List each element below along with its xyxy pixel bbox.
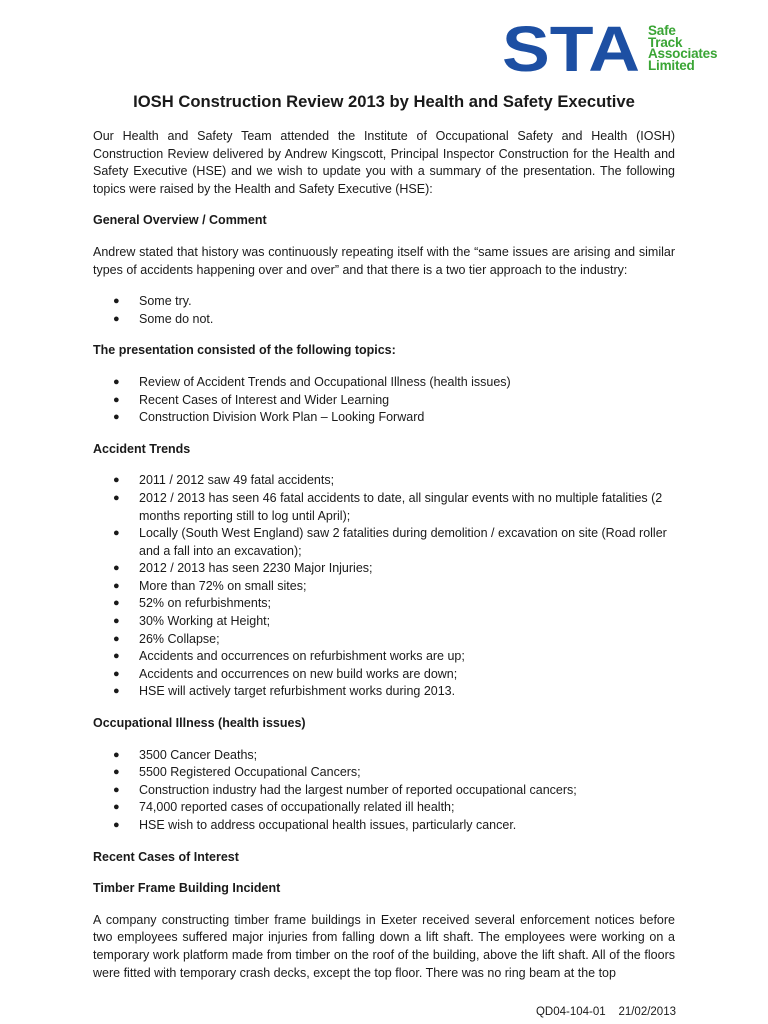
list-item-text: 26% Collapse; [139,631,220,646]
list-item-text: HSE will actively target refurbishment works during 2013. [139,684,456,699]
bullet-icon: ● [113,615,120,628]
list-item [93,293,675,311]
list-item-text: 2012 / 2013 has seen 46 fatal accidents to date, all singular events with no multiple fatalities (2 months reporting still to log until April); [139,490,663,523]
list-item [93,782,675,800]
subheading-timber-frame: Timber Frame Building Incident [93,881,281,896]
list-item [93,799,675,817]
list-item-text: 2011 / 2012 saw 49 fatal accidents; [139,473,335,488]
accident-trends-list [93,472,675,701]
overview-list [93,293,675,328]
bullet-icon: ● [113,527,120,540]
section-heading-occupational-illness: Occupational Illness (health issues) [93,716,306,731]
list-item [93,409,675,427]
document-body [93,128,675,982]
list-item [93,490,675,525]
bullet-icon: ● [113,491,120,504]
logo-line: Track [648,34,683,50]
list-item [93,683,675,701]
list-item-text: 3500 Cancer Deaths; [139,747,258,762]
logo-line: Associates [648,46,718,61]
list-item [93,817,675,835]
bullet-icon: ● [113,766,120,779]
list-item-text: 5500 Registered Occupational Cancers; [139,765,361,780]
list-item-text: Locally (South West England) saw 2 fatalities during demolition / excavation on site (Road roller and a fall into an excavation); [139,526,667,558]
topics-list [93,374,675,427]
sta-logo-icon [502,19,642,77]
timber-frame-paragraph: A company constructing timber frame buildings in Exeter received several enforcement notices before two employees suffered major injuries from falling down a lift shaft. The employees were working on a temporary work platform made from timber on the roof of the building, above the lift shaft. All of the floors were fitted with temporary crash decks, except the top floor. There was no ring beam at the top [93,912,675,980]
list-item [93,648,675,666]
list-item-text: Some do not. [139,311,214,326]
document-code: QD04-104-01 [535,1006,606,1018]
list-item [93,631,675,649]
page-footer [536,1006,676,1018]
list-item-text: HSE wish to address occupational health issues, particularly cancer. [139,818,517,832]
list-item-text: Some try. [139,294,192,309]
list-item [93,764,675,782]
section-heading-accident-trends: Accident Trends [93,441,191,456]
bullet-icon: ● [113,393,120,406]
bullet-icon: ● [113,650,120,663]
bullet-icon: ● [113,474,120,487]
list-item-text: 52% on refurbishments; [139,596,272,611]
list-item-text: Review of Accident Trends and Occupational Illness (health issues) [139,374,511,389]
section-heading-recent-cases: Recent Cases of Interest [93,849,239,864]
list-item [93,595,675,613]
section-heading-topics: The presentation consisted of the following topics: [93,343,396,358]
list-item [93,311,675,329]
bullet-icon: ● [113,819,120,831]
list-item-text: Accidents and occurrences on new build works are down; [139,666,458,681]
list-item [93,560,675,578]
bullet-icon: ● [113,579,120,592]
list-item-text: 30% Working at Height; [139,614,271,629]
logo-line: Safe [648,23,676,38]
bullet-icon: ● [113,685,120,698]
bullet-icon: ● [113,375,120,388]
list-item [93,613,675,631]
bullet-icon: ● [113,783,120,796]
document-date: 21/02/2013 [618,1006,676,1018]
list-item-text: 74,000 reported cases of occupationally related ill health; [139,800,455,815]
list-item [93,374,675,392]
list-item [93,578,675,596]
occupational-illness-list [93,747,675,835]
list-item-text: Construction Division Work Plan – Looking Forward [139,410,425,425]
list-item-text: Construction industry had the largest number of reported occupational cancers; [139,782,577,797]
list-item [93,747,675,765]
section-heading-overview: General Overview / Comment [93,213,267,228]
logo-wordmark [648,25,717,71]
bullet-icon: ● [113,801,120,814]
bullet-icon: ● [113,312,120,325]
list-item-text: Accidents and occurrences on refurbishment works are up; [139,649,465,664]
list-item [93,525,675,560]
bullet-icon: ● [113,562,120,575]
intro-paragraph: Our Health and Safety Team attended the Institute of Occupational Safety and Health (IOSH) Construction Review delivered by Andrew Kingscott, Principal Inspector Construction for the Health and Safety Executive (HSE) and we wish to update you with a summary of the presentation. The following topics were raised by the Health and Safety Executive (HSE): [93,129,675,196]
list-item [93,472,675,490]
list-item-text: Recent Cases of Interest and Wider Learning [139,392,390,407]
bullet-icon: ● [113,667,120,680]
document-title: IOSH Construction Review 2013 by Health and Safety Executive [133,92,635,111]
logo-line: Limited [648,57,695,73]
company-logo [502,18,734,78]
logo-mark-text: STA [502,19,640,77]
list-item [93,666,675,684]
bullet-icon: ● [113,411,120,424]
overview-paragraph: Andrew stated that history was continuously repeating itself with the “same issues are arising and similar types of accidents happening over and over” and that there is a two tier approach to the industry: [93,244,675,277]
list-item-text: More than 72% on small sites; [139,578,307,593]
list-item [93,392,675,410]
bullet-icon: ● [113,748,120,761]
bullet-icon: ● [113,632,120,645]
list-item-text: 2012 / 2013 has seen 2230 Major Injuries; [139,561,373,576]
bullet-icon: ● [113,597,120,610]
bullet-icon: ● [113,295,120,308]
